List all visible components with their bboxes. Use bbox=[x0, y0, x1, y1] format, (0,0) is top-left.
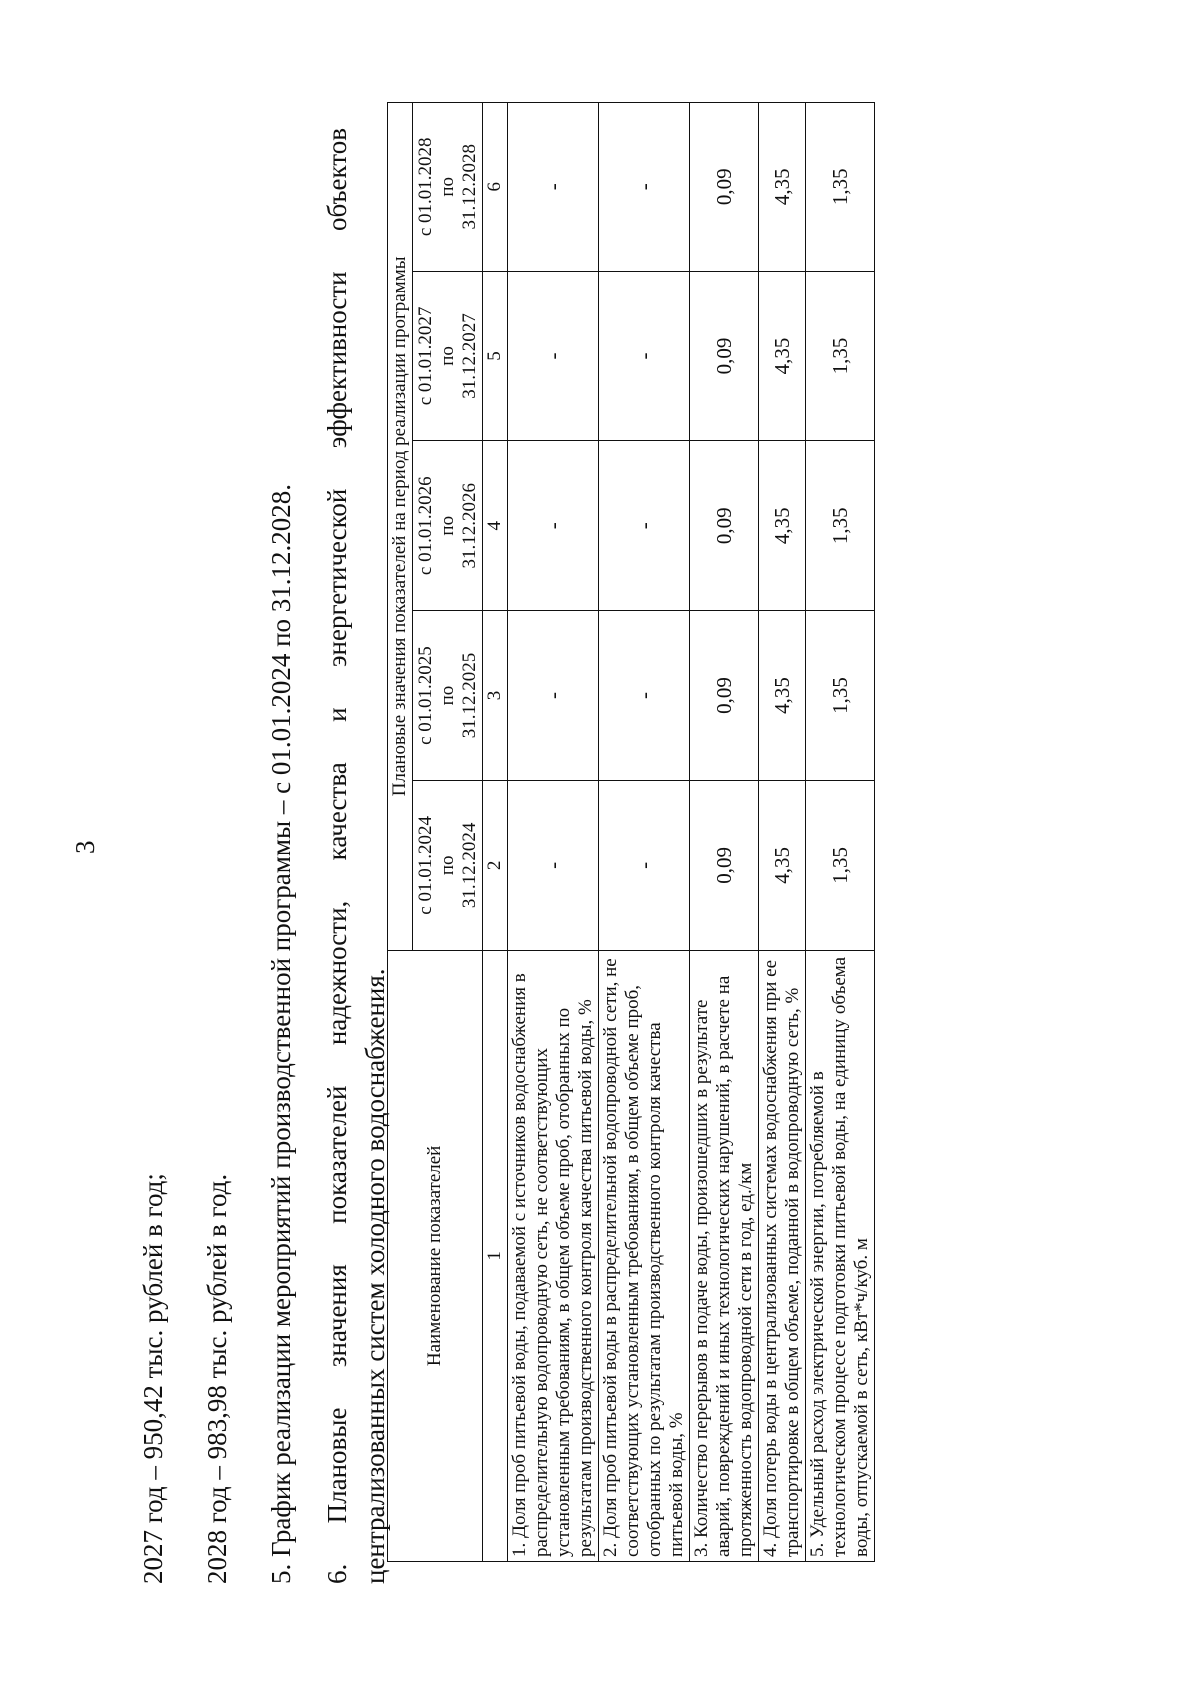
value-cell: - bbox=[599, 271, 690, 441]
value-cell: - bbox=[508, 271, 599, 441]
value-cell: 0,09 bbox=[690, 103, 759, 272]
column-number: 4 bbox=[483, 441, 508, 611]
indicator-name: 5. Удельный расход электрической энергии, потребляемой в технологическом процессе подготовки питьевой воды, на единицу объема воды, отпускаемой в сеть, кВт*ч/куб. м bbox=[806, 950, 875, 1561]
column-number: 5 bbox=[483, 271, 508, 441]
period-to-word: по bbox=[436, 346, 458, 366]
period-header-2026 bbox=[413, 441, 483, 611]
table-row bbox=[508, 103, 599, 1562]
period-to-word: по bbox=[436, 176, 458, 197]
heading-word: надежности, bbox=[322, 900, 352, 1046]
value-cell: - bbox=[599, 441, 690, 611]
column-number: 3 bbox=[483, 611, 508, 781]
value-cell: - bbox=[508, 611, 599, 781]
value-cell: 0,09 bbox=[690, 780, 759, 950]
period-to-word: по bbox=[436, 685, 458, 706]
value-cell: - bbox=[599, 103, 690, 272]
value-cell: 4,35 bbox=[759, 780, 806, 950]
indicator-name: 2. Доля проб питьевой воды в распределительной водопроводной сети, не соответствующих установленным требованиям, в общем объеме проб, отобранных по результатам производственного контроля качества питьевой воды, % bbox=[599, 950, 690, 1561]
column-number: 2 bbox=[483, 780, 508, 950]
period-to-word: по bbox=[436, 515, 458, 536]
value-cell: 4,35 bbox=[759, 441, 806, 611]
period-to: 31.12.2027 bbox=[458, 313, 480, 399]
period-to: 31.12.2028 bbox=[458, 144, 480, 230]
period-from: с 01.01.2027 bbox=[414, 306, 436, 406]
period-header-2025 bbox=[413, 611, 483, 781]
value-cell: - bbox=[508, 441, 599, 611]
heading-word: показателей bbox=[322, 1085, 352, 1224]
value-cell: 0,09 bbox=[690, 611, 759, 781]
period-to: 31.12.2025 bbox=[458, 652, 480, 739]
table-row bbox=[759, 103, 806, 1562]
heading-word: качества bbox=[322, 762, 352, 861]
value-cell: 1,35 bbox=[806, 103, 875, 272]
table-row bbox=[690, 103, 759, 1562]
indicator-name: 3. Количество перерывов в подаче воды, произошедших в результате аварий, повреждений и иных технологических нарушений, в расчете на протяженность водопроводной сети в год, ед./км bbox=[690, 950, 759, 1561]
section-6-heading-line-2: централизованных систем холодного водоснабжения. bbox=[360, 968, 390, 1584]
planned-values-header: Плановые значения показателей на период реализации программы bbox=[388, 103, 413, 951]
period-header-2028 bbox=[413, 103, 483, 272]
value-cell: - bbox=[599, 611, 690, 781]
heading-word: энергетической bbox=[322, 488, 352, 668]
period-header-2024 bbox=[413, 780, 483, 950]
value-cell: 4,35 bbox=[759, 103, 806, 272]
indicator-name: 4. Доля потерь воды в централизованных системах водоснабжения при ее транспортировке в общем объеме, поданной в водопроводную сеть, % bbox=[759, 950, 806, 1561]
value-cell: - bbox=[599, 780, 690, 950]
name-column-header: Наименование показателей bbox=[388, 950, 483, 1561]
period-from: с 01.01.2026 bbox=[414, 476, 436, 576]
value-cell: 4,35 bbox=[759, 611, 806, 781]
value-cell: - bbox=[508, 103, 599, 272]
page-number: 3 bbox=[70, 840, 100, 854]
heading-word: 6. bbox=[322, 1563, 352, 1584]
column-number: 6 bbox=[483, 103, 508, 272]
heading-word: и bbox=[322, 707, 352, 722]
value-cell: 1,35 bbox=[806, 780, 875, 950]
value-cell: 0,09 bbox=[690, 271, 759, 441]
section-5-heading: 5. График реализации мероприятий производственной программы – с 01.01.2024 по 31.12.2028. bbox=[266, 483, 296, 1584]
period-header-2027 bbox=[413, 271, 483, 441]
value-cell: 4,35 bbox=[759, 271, 806, 441]
value-cell: 1,35 bbox=[806, 271, 875, 441]
period-from: с 01.01.2024 bbox=[414, 816, 436, 915]
heading-word: эффективности bbox=[322, 271, 352, 449]
indicators-table bbox=[387, 102, 875, 1562]
column-number: 1 bbox=[483, 950, 508, 1561]
section-6-heading-line-1 bbox=[318, 128, 356, 1584]
heading-word: Плановые bbox=[322, 1407, 352, 1524]
value-cell: 1,35 bbox=[806, 441, 875, 611]
period-to: 31.12.2024 bbox=[458, 822, 480, 909]
text-line-2028: 2028 год – 983,98 тыс. рублей в год. bbox=[202, 1173, 232, 1584]
heading-word: значения bbox=[322, 1264, 352, 1368]
period-from: с 01.01.2025 bbox=[414, 646, 436, 745]
value-cell: 0,09 bbox=[690, 441, 759, 611]
table-row bbox=[806, 103, 875, 1562]
period-from: с 01.01.2028 bbox=[414, 137, 436, 237]
value-cell: 1,35 bbox=[806, 611, 875, 781]
indicator-name: 1. Доля проб питьевой воды, подаваемой с источников водоснабжения в распределительную водопроводную сеть, не соответствующих установленным требованиям, в общем объеме проб, отобранных по результатам производственного контроля качества питьевой воды, % bbox=[508, 950, 599, 1561]
table-row bbox=[599, 103, 690, 1562]
text-line-2027: 2027 год – 950,42 тыс. рублей в год; bbox=[138, 1173, 168, 1584]
period-to: 31.12.2026 bbox=[458, 483, 480, 569]
period-to-word: по bbox=[436, 855, 458, 876]
section-6-heading bbox=[318, 128, 394, 1584]
value-cell: - bbox=[508, 780, 599, 950]
heading-word: объектов bbox=[322, 128, 352, 231]
